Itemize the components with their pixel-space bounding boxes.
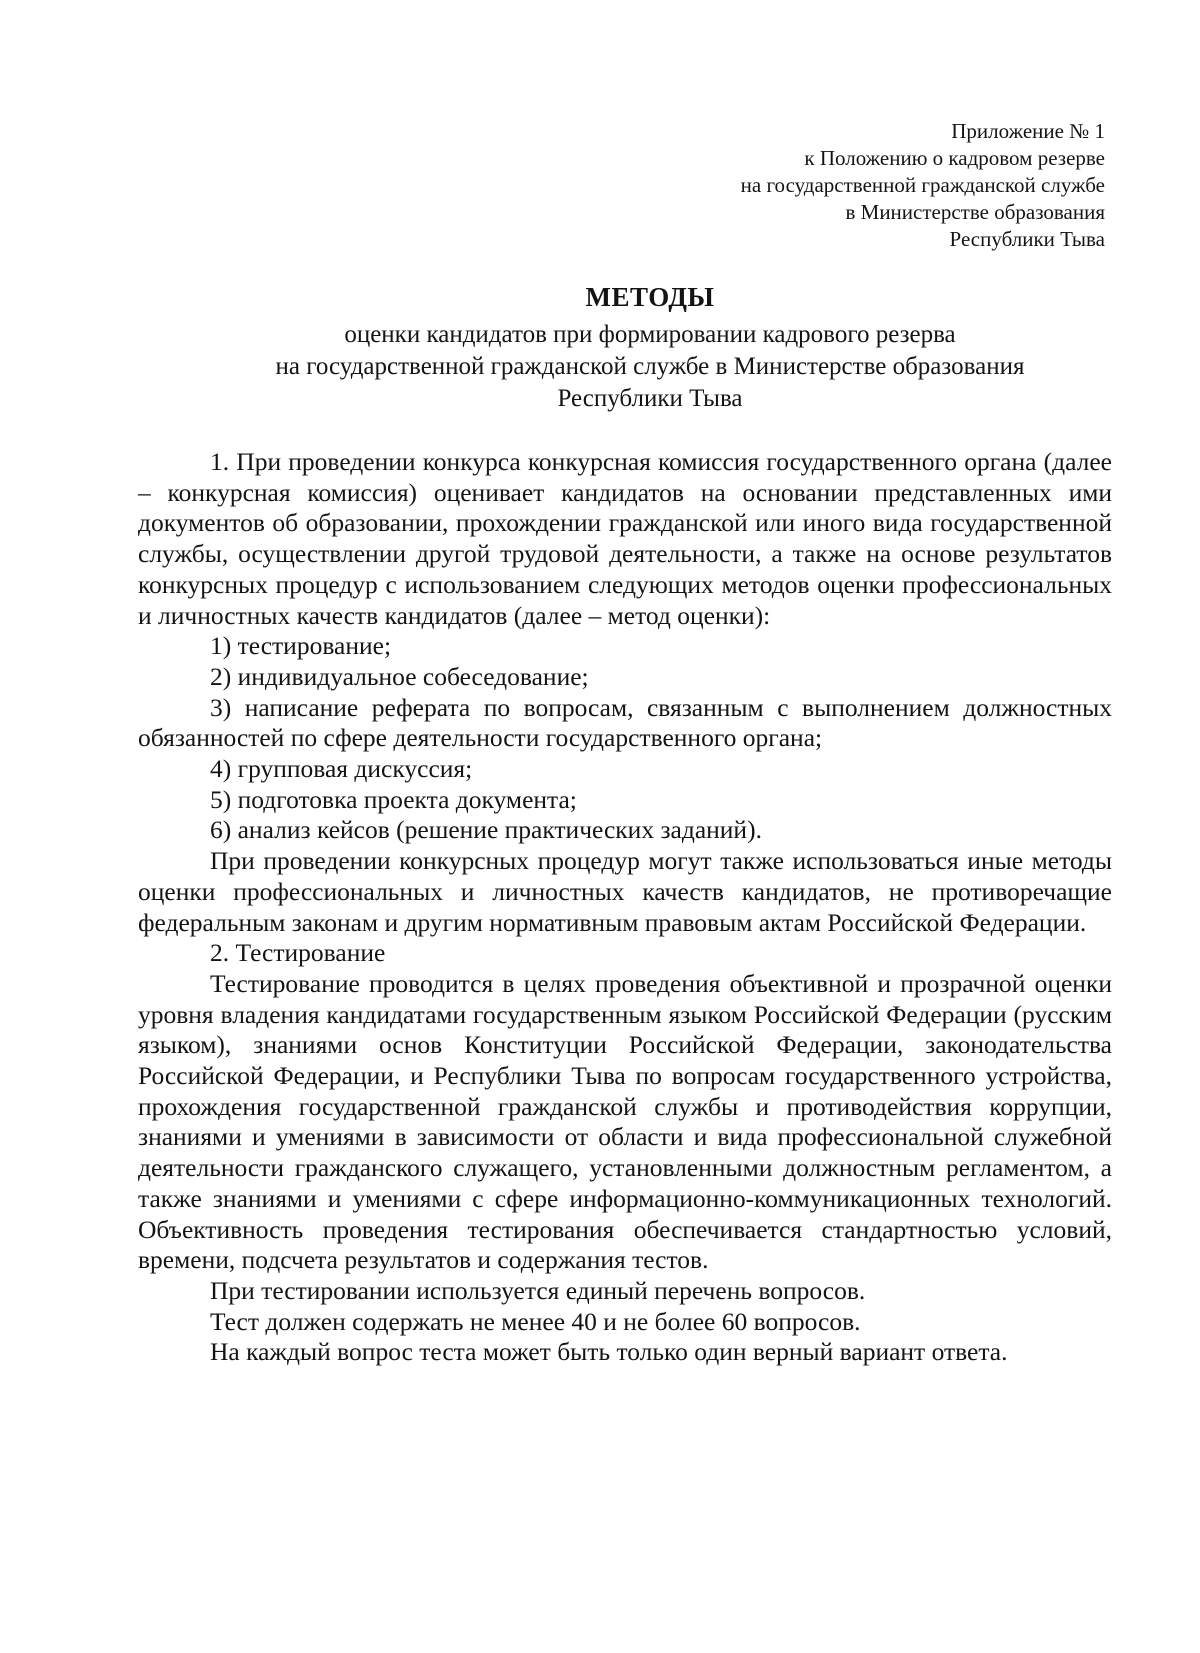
document-title: МЕТОДЫ: [585, 282, 715, 312]
appendix-line: к Положению о кадровом резерве: [804, 146, 1105, 170]
method-item: 4) групповая дискуссия;: [210, 754, 473, 784]
paragraph-4: При тестировании используется единый перечень вопросов.: [210, 1275, 866, 1305]
method-item: 1) тестирование;: [210, 631, 392, 661]
subtitle-line: на государственной гражданской службе в Министерстве образования: [275, 353, 1025, 380]
document-subtitle: [140, 319, 1160, 415]
appendix-line: Приложение № 1: [951, 119, 1105, 143]
document-body: [138, 447, 1112, 1368]
method-item: 3) написание реферата по вопросам, связанным с выполнением должностных обязанностей по сфере деятельности государственного органа;: [138, 692, 1112, 753]
method-item: 6) анализ кейсов (решение практических заданий).: [210, 815, 762, 845]
appendix-header: [741, 118, 1105, 253]
method-item: 2) индивидуальное собеседование;: [210, 661, 589, 691]
section-heading-testing: 2. Тестирование: [210, 938, 386, 968]
method-item: 5) подготовка проекта документа;: [210, 784, 577, 814]
paragraph-6: На каждый вопрос теста может быть только один верный вариант ответа.: [210, 1337, 1008, 1367]
appendix-line: в Министерстве образования: [845, 200, 1105, 224]
paragraph-3: Тестирование проводится в целях проведения объективной и прозрачной оценки уровня владения кандидатами государственным языком Российской Федерации (русским языком), знаниями основ Конституции Российской Федерации, законодательства Российской Федерации, и Республики Тыва по вопросам государственного устройства, прохождения государственной гражданской службы и противодействия коррупции, знаниями и умениями в зависимости от области и вида профессиональной служебной деятельности гражданского служащего, установленными должностным регламентом, а также знаниями и умениями с сфере информационно-коммуникационных технологий. Объективность проведения тестирования обеспечивается стандартностью условий, времени, подсчета результатов и содержания тестов.: [138, 968, 1112, 1275]
appendix-line: Республики Тыва: [949, 227, 1105, 251]
paragraph-2: При проведении конкурсных процедур могут также использоваться иные методы оценки профессиональных и личностных качеств кандидатов, не противоречащие федеральным законам и другим нормативным правовым актам Российской Федерации.: [138, 846, 1112, 937]
appendix-line: на государственной гражданской службе: [740, 173, 1105, 197]
paragraph-5: Тест должен содержать не менее 40 и не более 60 вопросов.: [210, 1306, 861, 1336]
subtitle-line: Республики Тыва: [557, 385, 743, 412]
subtitle-line: оценки кандидатов при формировании кадрового резерва: [344, 321, 956, 348]
paragraph-1: 1. При проведении конкурса конкурсная комиссия государственного органа (далее – конкурсная комиссия) оценивает кандидатов на основании представленных ими документов об образовании, прохождении гражданской или иного вида государственной службы, осуществлении другой трудовой деятельности, а также на основе результатов конкурсных процедур с использованием следующих методов оценки профессиональных и личностных качеств кандидатов (далее – метод оценки):: [138, 447, 1112, 630]
